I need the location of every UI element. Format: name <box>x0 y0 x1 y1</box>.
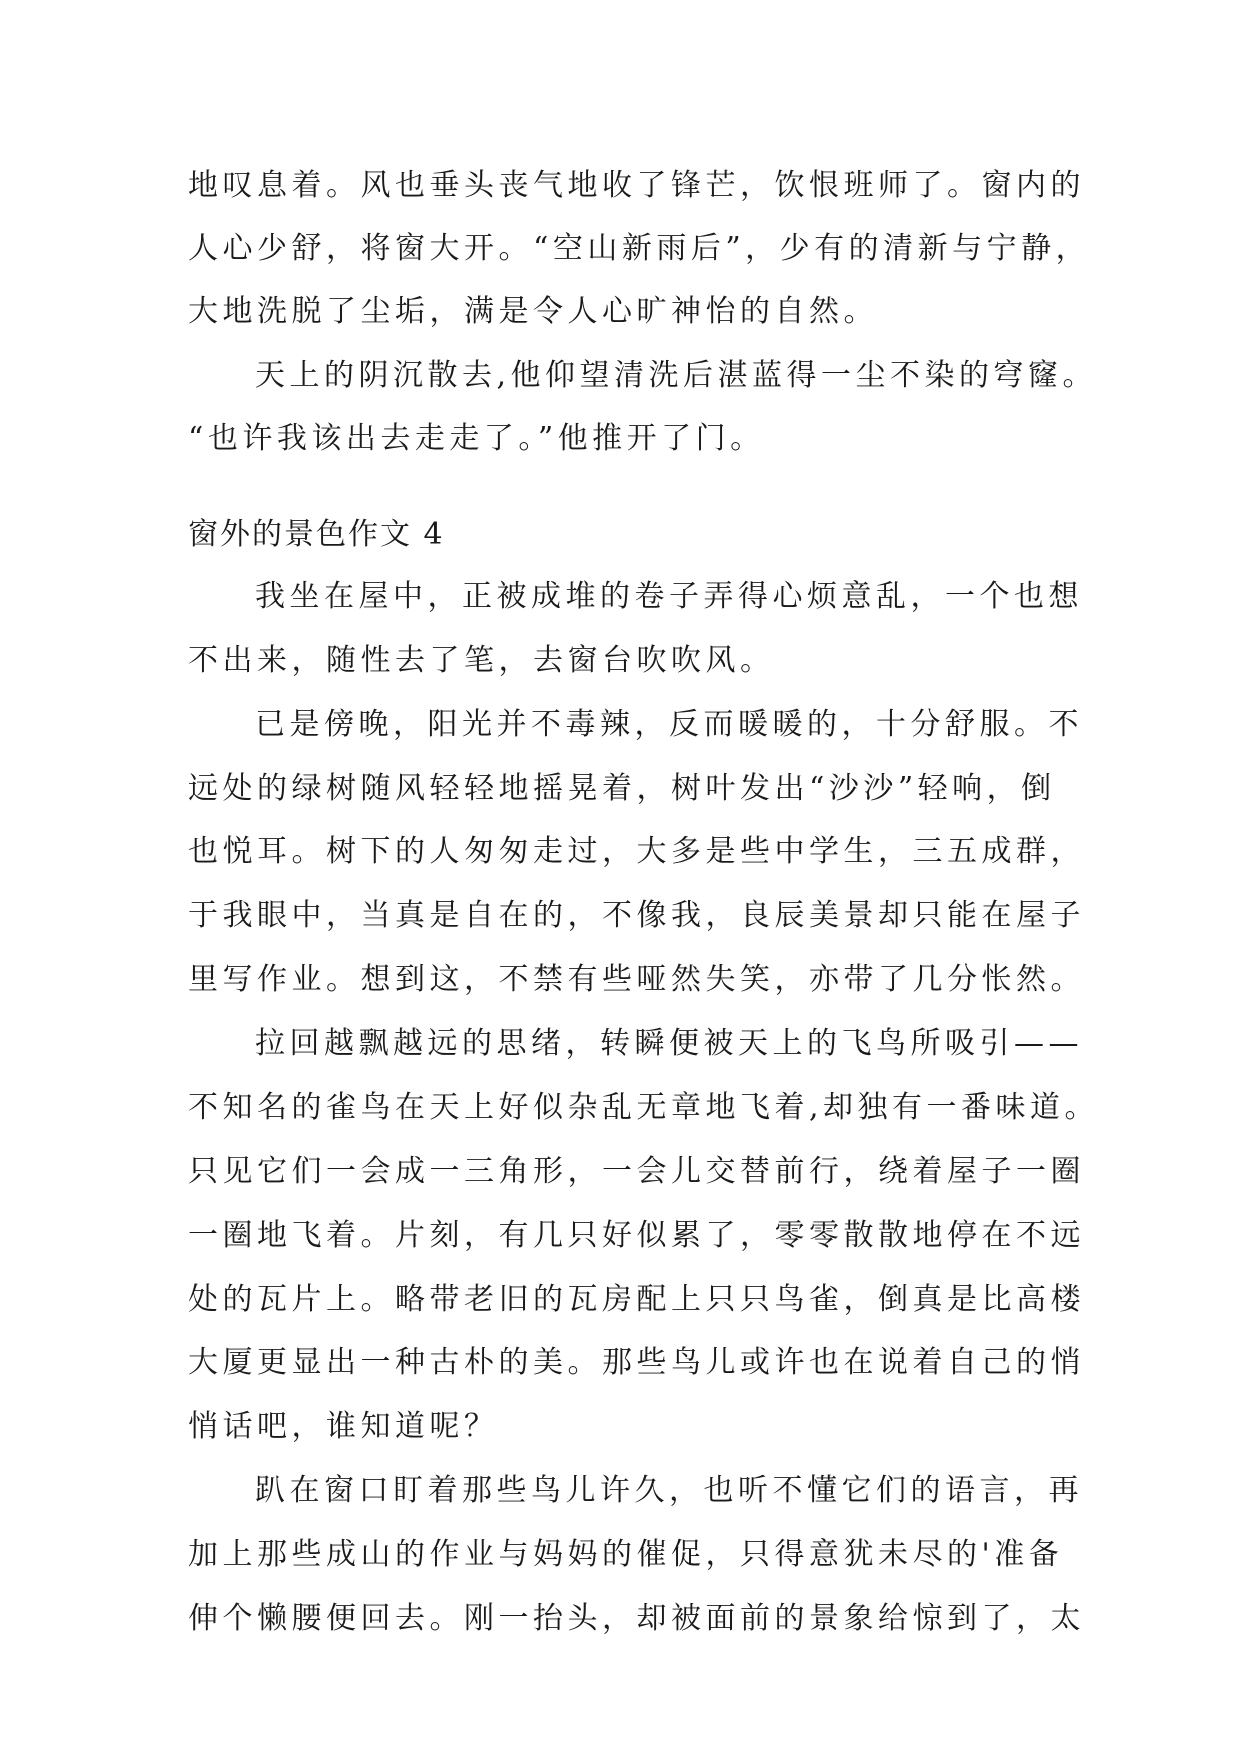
paragraph-line: 里写作业。想到这，不禁有些哑然失笑，亦带了几分怅然。 <box>188 962 1085 997</box>
section-heading: 窗外的景色作文 4 <box>188 517 445 552</box>
paragraph-line: 悄话吧，谁知道呢？ <box>188 1409 499 1444</box>
paragraph-line: 人心少舒，将窗大开。“空山新雨后”，少有的清新与宁静， <box>188 231 1091 266</box>
paragraph-line: 大厦更显出一种古朴的美。那些鸟儿或许也在说着自己的悄 <box>188 1345 1085 1380</box>
paragraph-line: 只见它们一会成一三角形，一会儿交替前行，绕着屋子一圈 <box>188 1154 1085 1189</box>
paragraph-line: “也许我该出去走走了。”他推开了门。 <box>188 421 765 456</box>
paragraph-line: 处的瓦片上。略带老旧的瓦房配上只只鸟雀，倒真是比高楼 <box>188 1282 1085 1317</box>
paragraph-line: 天上的阴沉散去,他仰望清洗后湛蓝得一尘不染的穹窿。 <box>255 358 1098 393</box>
paragraph-line: 我坐在屋中，正被成堆的卷子弄得心烦意乱，一个也想 <box>255 579 1083 614</box>
paragraph-line: 大地洗脱了尘垢，满是令人心旷神怡的自然。 <box>188 294 878 329</box>
paragraph-line: 远处的绿树随风轻轻地摇晃着，树叶发出“沙沙”轻响，倒 <box>188 771 1056 806</box>
paragraph-line: 加上那些成山的作业与妈妈的催促，只得意犹未尽的'准备 <box>188 1537 1064 1572</box>
paragraph-line: 不出来，随性去了笔，去窗台吹吹风。 <box>188 643 775 678</box>
paragraph-line: 也悦耳。树下的人匆匆走过，大多是些中学生，三五成群， <box>188 834 1085 869</box>
paragraph-line: 于我眼中，当真是自在的，不像我，良辰美景却只能在屋子 <box>188 898 1085 933</box>
paragraph-line: 拉回越飘越远的思绪，转瞬便被天上的飞鸟所吸引—— <box>255 1026 1083 1061</box>
paragraph-line: 一圈地飞着。片刻，有几只好似累了，零零散散地停在不远 <box>188 1218 1085 1253</box>
paragraph-line: 伸个懒腰便回去。刚一抬头，却被面前的景象给惊到了，太 <box>188 1601 1085 1636</box>
paragraph-line: 不知名的雀鸟在天上好似杂乱无章地飞着,却独有一番味道。 <box>188 1090 1100 1125</box>
paragraph-line: 已是傍晚，阳光并不毒辣，反而暖暖的，十分舒服。不 <box>255 707 1083 742</box>
paragraph-line: 地叹息着。风也垂头丧气地收了锋芒，饮恨班师了。窗内的 <box>188 168 1085 203</box>
paragraph-line: 趴在窗口盯着那些鸟儿许久，也听不懂它们的语言，再 <box>255 1473 1083 1508</box>
